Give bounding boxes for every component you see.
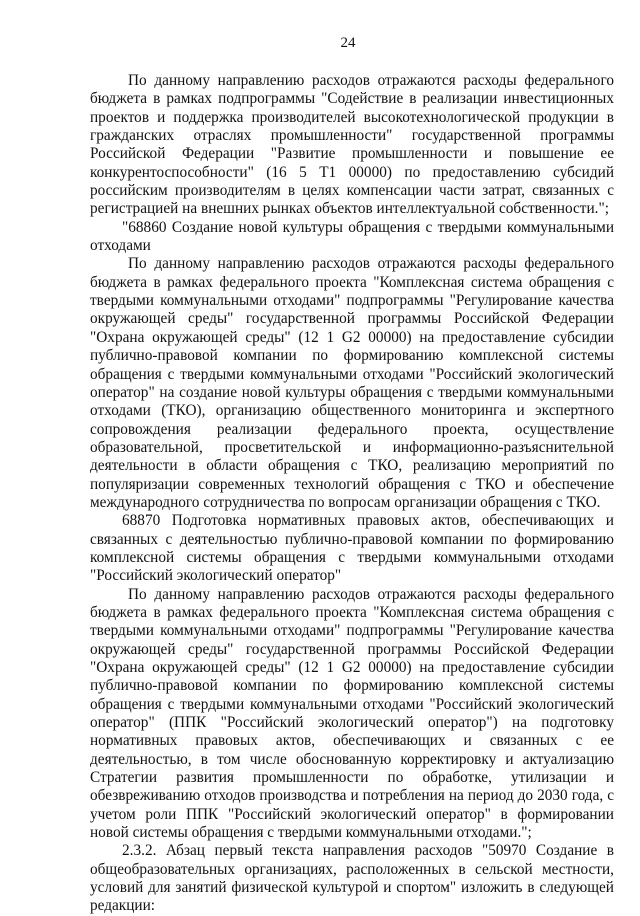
- paragraph-code-68860: "68860 Создание новой культуры обращения с твердыми коммунальными отходами: [90, 218, 614, 255]
- paragraph-68860-description: По данному направлению расходов отражаются расходы федерального бюджета в рамках федерального проекта "Комплексная система обращения с твердыми коммунальными отходами" подпрограммы "Регулирование качества окружающей среды" государственной программы Российской Федерации "Охрана окружающей среды" (12 1 G2 00000) на предоставление субсидии публично-правовой компании по формированию комплексной системы обращения с твердыми коммунальными отходами "Российский экологический оператор" на создание новой культуры обращения с твердыми коммунальными отходами (ТКО), организацию общественного мониторинга и экспертного сопровождения реализации федерального проекта, осуществление образовательной, просветительской и информационно-разъяснительной деятельности в области обращения с ТКО, реализацию мероприятий по популяризации современных технологий обращения с ТКО и обеспечение международного сотрудничества по вопросам организации обращения с ТКО.: [90, 255, 614, 511]
- page-number: 24: [340, 35, 356, 51]
- paragraph-68870-description: По данному направлению расходов отражаются расходы федерального бюджета в рамках федерального проекта "Комплексная система обращения с твердыми коммунальными отходами" подпрограммы "Регулирование качества окружающей среды" государственной программы Российской Федерации "Охрана окружающей среды" (12 1 G2 00000) на предоставление субсидии публично-правовой компании по формированию комплексной системы обращения с твердыми коммунальными отходами "Российский экологический оператор" (ППК "Российский экологический оператор") на подготовку нормативных правовых актов, обеспечивающих и связанных с ее деятельностью, в том числе обоснованную корректировку и актуализацию Стратегии развития промышленности по обработке, утилизации и обезвреживанию отходов производства и потребления на период до 2030 года, с учетом роли ППК "Российский экологический оператор" в формировании новой системы обращения с твердыми коммунальными отходами.";: [90, 585, 614, 842]
- paragraph-code-68870: 68870 Подготовка нормативных правовых актов, обеспечивающих и связанных с деятельностью публично-правовой компании по формированию комплексной системы обращения с твердыми коммунальными отходами "Российский экологический оператор": [90, 512, 614, 585]
- paragraph-intro: По данному направлению расходов отражаются расходы федерального бюджета в рамках подпрограммы "Содействие в реализации инвестиционных проектов и поддержка производителей высокотехнологической продукции в гражданских отраслях промышленности" государственной программы Российской Федерации "Развитие промышленности и повышение ее конкурентоспособности" (16 5 Т1 00000) по предоставлению субсидий российским производителям в целях компенсации части затрат, связанных с регистрацией на внешних рынках объектов интеллектуальной собственности.";: [90, 72, 614, 218]
- paragraph-2-3-2: 2.3.2. Абзац первый текста направления расходов "50970 Создание в общеобразовательных организациях, расположенных в сельской местности, условий для занятий физической культурой и спортом" изложить в следующей редакции:: [90, 842, 614, 915]
